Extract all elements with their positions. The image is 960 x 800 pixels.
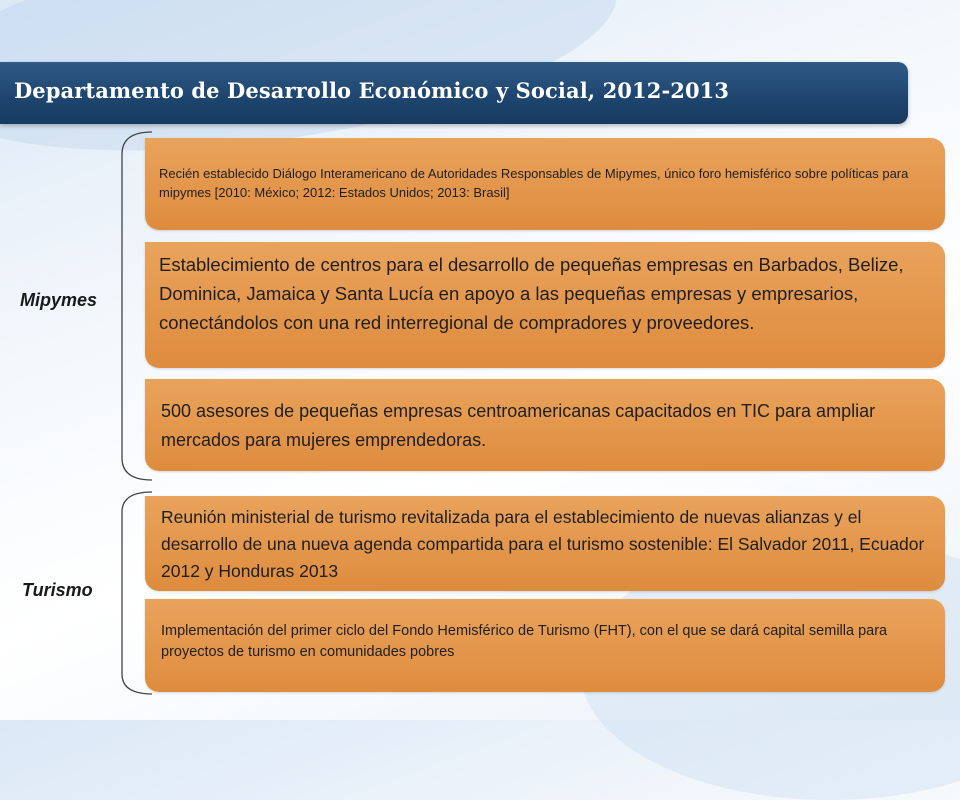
item-text: Implementación del primer ciclo del Fondo Hemisférico de Turismo (FHT), con el que se dará capital semilla para proyectos de turismo en comunidades pobres bbox=[161, 623, 888, 660]
mipymes-item-centros bbox=[145, 242, 945, 368]
mipymes-item-dialogo bbox=[145, 138, 945, 230]
turismo-item-fht bbox=[145, 599, 945, 692]
page-title: Departamento de Desarrollo Económico y Social, 2012-2013 bbox=[14, 78, 730, 103]
item-text: Establecimiento de centros para el desarrollo de pequeñas empresas en Barbados, Belize, Dominica, Jamaica y Santa Lucía en apoyo a las pequeñas empresas y empresarios, conectándolos con una red interregional de compradores y proveedores. bbox=[159, 254, 904, 333]
turismo-item-reunion bbox=[145, 496, 945, 591]
mipymes-item-asesores bbox=[145, 379, 945, 471]
section-label-mipymes: Mipymes bbox=[20, 290, 98, 310]
item-text: Reunión ministerial de turismo revitalizada para el establecimiento de nuevas alianzas y el desarrollo de una nueva agenda compartida para el turismo sostenible: El Salvador 2011, Ecuador 2012 y Honduras 2013 bbox=[161, 507, 925, 581]
section-label-turismo: Turismo bbox=[22, 580, 93, 600]
item-text: Recién establecido Diálogo Interamericano de Autoridades Responsables de Mipymes, único foro hemisférico sobre políticas para mipymes [2010: México; 2012: Estados Unidos; 2013: Brasil] bbox=[159, 166, 909, 200]
title-bar bbox=[0, 62, 908, 124]
item-text: 500 asesores de pequeñas empresas centroamericanas capacitados en TIC para ampliar mercados para mujeres emprendedoras. bbox=[161, 401, 876, 450]
